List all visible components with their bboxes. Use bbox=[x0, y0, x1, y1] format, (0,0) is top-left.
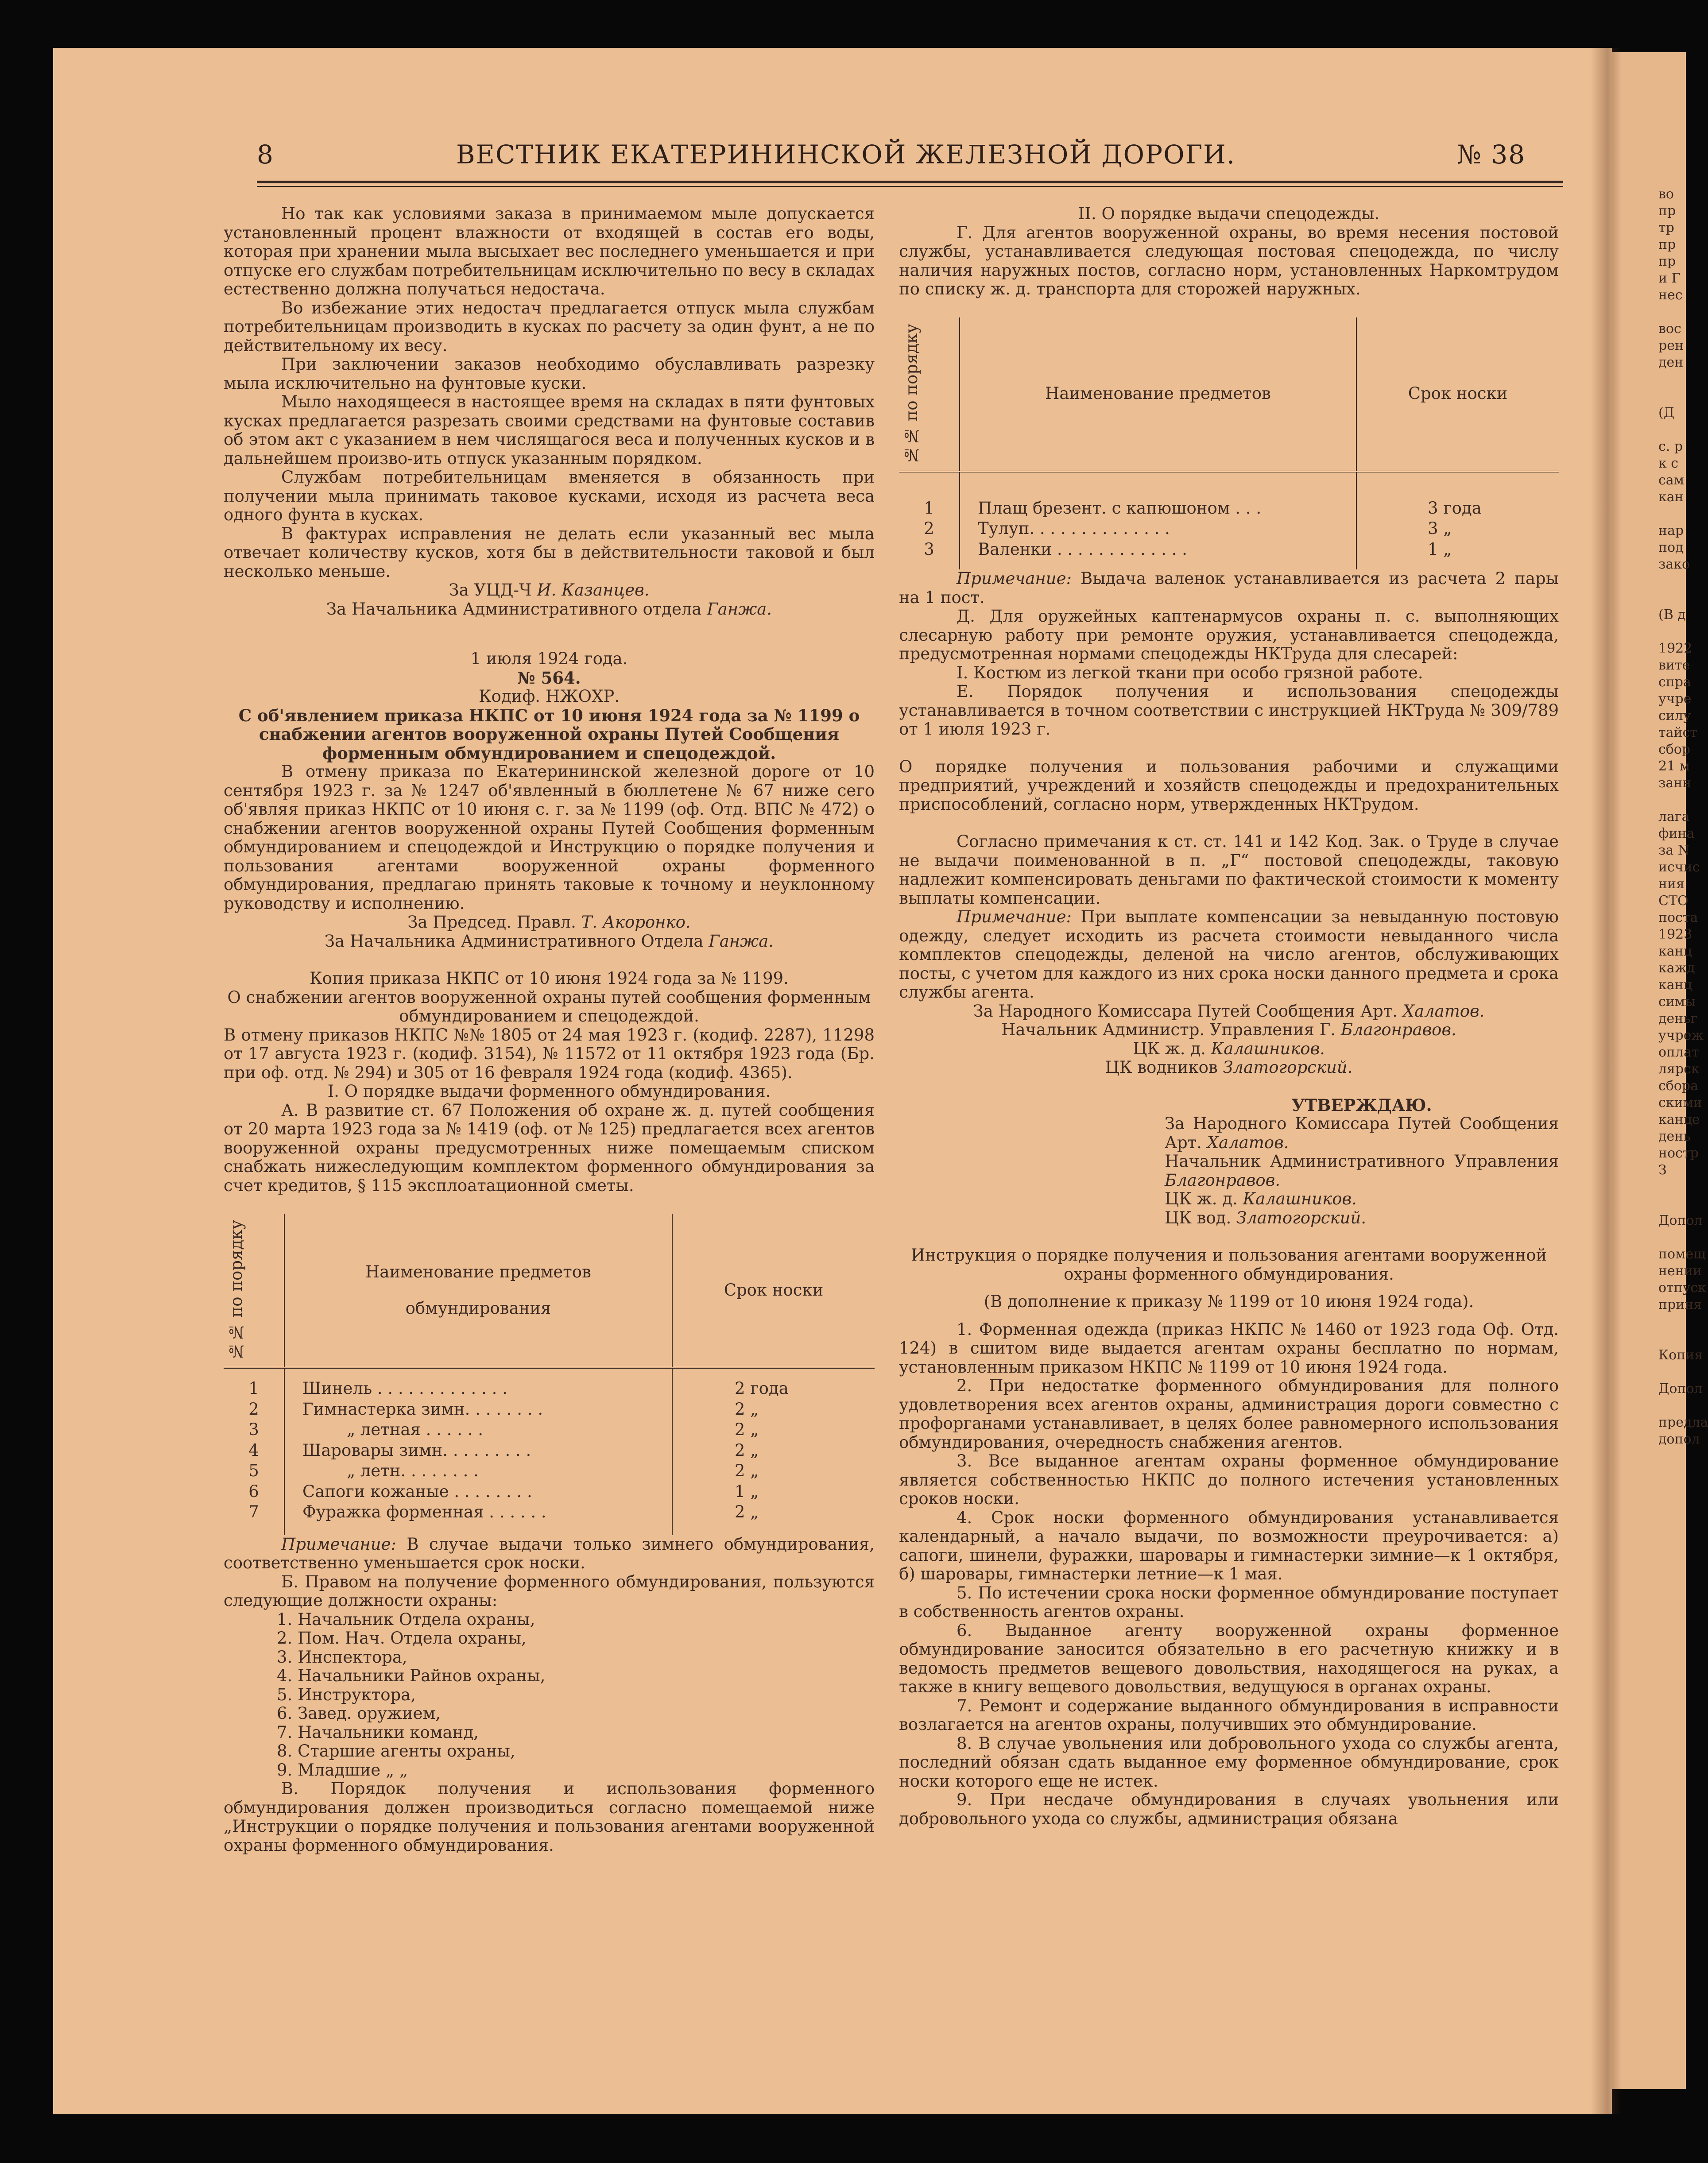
paragraph: Во избежание этих недостач предлагается отпуск мыла службам потребительницам производить в кусках по расчету за один фунт, а не по действительному их весу. bbox=[224, 298, 875, 355]
instruction-item: 2. При недостатке форменного обмундирования для полного удовлетворения всех агентов охраны, администрация дороги совместно с профорганами устанавливает, в целях более равномерного использования обмундирования, очередность снабжения агентов. bbox=[899, 1376, 1559, 1452]
strip-line: 1923 bbox=[1658, 927, 1693, 942]
copy-title: Копия приказа НКПС от 10 июня 1924 года за № 1199. bbox=[310, 969, 789, 988]
list-item: 7. Начальники команд, bbox=[277, 1722, 479, 1742]
column-header: №№ по порядку bbox=[227, 1220, 246, 1361]
strip-line: фина bbox=[1658, 826, 1695, 841]
strip-line bbox=[1658, 1330, 1708, 1347]
table-row: 3 Валенки . . . . . . . . . . . . . 1 „ bbox=[899, 539, 1559, 570]
signature: За Председ. Правл. Т. Акоронко. bbox=[407, 913, 691, 932]
table-row: 1 Шинель . . . . . . . . . . . . . 2 года bbox=[224, 1368, 875, 1399]
strip-line: предла bbox=[1658, 1415, 1708, 1430]
list-item: 9. Младшие „ „ bbox=[277, 1760, 408, 1780]
strip-line: с. р bbox=[1658, 439, 1683, 454]
column-header: №№ по порядку bbox=[902, 323, 921, 464]
strip-line: симы bbox=[1658, 994, 1696, 1010]
strip-line: учре bbox=[1658, 691, 1692, 707]
strip-line: вите bbox=[1658, 658, 1690, 673]
list-item: 5. Инструктора, bbox=[277, 1685, 416, 1704]
table-row: 5 „ летн. . . . . . . . 2 „ bbox=[224, 1461, 875, 1482]
table-row: 3 „ летная . . . . . . 2 „ bbox=[224, 1420, 875, 1440]
ordinance-heading: О порядке получения и пользования рабочими и служащими предприятий, учреждений и хозяйств спецодежды и предохранительных приспособлений, согласно норм, утвержденных НКТрудом. bbox=[899, 757, 1559, 814]
column-header: Наименование предметов bbox=[960, 317, 1356, 472]
strip-line bbox=[1658, 371, 1708, 388]
right-column bbox=[899, 205, 1559, 1828]
note: Примечание: При выплате компенсации за невыданную постовую одежду, следует исходить из расчета стоимости невыданного числа комплектов спецодежды, деленой на число агентов, обслуживающих посты, с учетом для каждого из них срока носки данного предмета и срока службы агента. bbox=[899, 907, 1559, 1002]
strip-line: за N bbox=[1658, 843, 1690, 858]
section-heading: II. О порядке выдачи спецодежды. bbox=[1078, 204, 1380, 223]
paragraph: В отмену приказов НКПС №№ 1805 от 24 мая 1923 г. (кодиф. 2287), 11298 от 17 августа 1923 г. (кодиф. 3154), № 11572 от 11 октября 1923 года (Бр. при оф. отд. № 294) и 305 от 16 февраля 1924 года (кодиф. 4365). bbox=[224, 1025, 875, 1082]
strip-line: к с bbox=[1658, 456, 1679, 471]
strip-line: пр bbox=[1658, 254, 1676, 269]
strip-line: лярск bbox=[1658, 1061, 1700, 1077]
list-item: 8. Старшие агенты охраны, bbox=[277, 1741, 515, 1761]
strip-line: 21 м bbox=[1658, 758, 1690, 774]
strip-line: пр bbox=[1658, 203, 1676, 219]
strip-line bbox=[1658, 1229, 1708, 1246]
strip-line: рен bbox=[1658, 338, 1684, 353]
page-number: 8 bbox=[257, 139, 274, 170]
strip-line: ден bbox=[1658, 355, 1684, 370]
strip-line: кан bbox=[1658, 489, 1684, 505]
strip-line: (В д bbox=[1658, 607, 1686, 623]
paragraph: А. В развитие ст. 67 Положения об охране ж. д. путей сообщения от 20 марта 1923 года за № 1419 (оф. от № 125) предлагается всех агентов вооруженной охраны предусмотренных ниже помещаемым списком снабжать нижеследующим комплектом форменного обмундирования за счет кредитов, § 115 эксплоатационной сметы. bbox=[224, 1100, 875, 1195]
instruction-item: 7. Ремонт и содержание выданного обмундирования в исправности возлагается на агентов охраны, получивших это обмундирование. bbox=[899, 1696, 1559, 1734]
column-header: Срок носки bbox=[1356, 317, 1559, 472]
strip-line: отпуск bbox=[1658, 1280, 1706, 1296]
instruction-item: 9. При несдаче обмундирования в случаях увольнения или добровольного ухода со службы, администрация обязана bbox=[899, 1790, 1559, 1828]
strip-line: деньг bbox=[1658, 1011, 1698, 1026]
strip-line: нении bbox=[1658, 1263, 1702, 1279]
next-page-strip bbox=[1658, 186, 1708, 1448]
note: Примечание: В случае выдачи только зимнего обмундирования, соответственно уменьшается срок носки. bbox=[224, 1534, 875, 1573]
signature: Начальник Администр. Управления Г. Благонравов. bbox=[1001, 1020, 1456, 1040]
signature: За Народного Комиссара Путей Сообщения Арт. Халатов. bbox=[973, 1001, 1485, 1021]
strip-line: вос bbox=[1658, 321, 1681, 337]
strip-line bbox=[1658, 388, 1708, 405]
note: Примечание: Выдача валенок устанавливается из расчета 2 пары на 1 пост. bbox=[899, 569, 1559, 607]
page-fold bbox=[1591, 48, 1622, 2114]
paragraph: Согласно примечания к ст. ст. 141 и 142 Код. Зак. о Труде в случае не выдачи поименованной в п. „Г“ постовой спецодежды, таковую надлежит компенсировать деньгами по фактической стоимости к моменту выплаты компенсации. bbox=[899, 832, 1559, 908]
table-row: 7 Фуражка форменная . . . . . . 2 „ bbox=[224, 1502, 875, 1535]
strip-line bbox=[1658, 506, 1708, 522]
strip-line: оплат bbox=[1658, 1045, 1699, 1060]
strip-line: кажд bbox=[1658, 960, 1695, 976]
list-item: 1. Начальник Отдела охраны, bbox=[277, 1610, 535, 1629]
paragraph: Г. Для агентов вооруженной охраны, во время несения постовой службы, устанавливается следующая постовая спецодежда, по числу наличия наружных постов, согласно норм, установленных Наркомтрудом по списку ж. д. транспорта для сторожей наружных. bbox=[899, 223, 1559, 298]
approval-heading: УТВЕРЖДАЮ. bbox=[1291, 1095, 1432, 1115]
paragraph: При заключении заказов необходимо обуславливать разрезку мыла исключительно на фунтовые куски. bbox=[224, 355, 875, 393]
strip-line: Допол bbox=[1658, 1381, 1703, 1397]
paragraph: Д. Для оружейных каптенармусов охраны п. с. выполняющих слесарную работу при ремонте оружия, устанавливается спецодежда, предусмотренная нормами спецодежды НКТруда для слесарей: bbox=[899, 607, 1559, 664]
strip-line: исчис bbox=[1658, 859, 1700, 875]
paragraph: В. Порядок получения и использования форменного обмундирования должен производиться согласно помещаемой ниже „Инструкции о порядке получения и пользования агентами вооруженной охраны форменного обмундирования. bbox=[224, 1779, 875, 1855]
strip-line: Копия bbox=[1658, 1347, 1703, 1363]
strip-line bbox=[1658, 590, 1708, 607]
strip-line: сбора bbox=[1658, 1078, 1699, 1094]
strip-line: ния bbox=[1658, 876, 1685, 892]
header-rule bbox=[257, 181, 1563, 183]
strip-line: приня bbox=[1658, 1297, 1702, 1312]
signature: ЦК водников Златогорский. bbox=[1105, 1058, 1353, 1077]
table-row: 2 Гимнастерка зимн. . . . . . . . 2 „ bbox=[224, 1399, 875, 1420]
newspaper-title: ВЕСТНИК ЕКАТЕРИНИНСКОЙ ЖЕЛЕЗНОЙ ДОРОГИ. bbox=[456, 139, 1236, 170]
column-header: Наименование предметов bbox=[365, 1262, 591, 1281]
strip-line bbox=[1658, 792, 1708, 809]
codification: Кодиф. НЖОХР. bbox=[478, 687, 620, 706]
left-column bbox=[224, 205, 875, 1855]
strip-line: канце bbox=[1658, 1112, 1700, 1127]
strip-line: помещ bbox=[1658, 1246, 1706, 1262]
order-title: С об'явлением приказа НКПС от 10 июня 1924 года за № 1199 о снабжении агентов вооруженной охраны Путей Сообщения форменным обмундированием и спецодеждой. bbox=[238, 705, 860, 763]
strip-line bbox=[1658, 623, 1708, 640]
section-heading: I. О порядке выдачи форменного обмундирования. bbox=[327, 1082, 771, 1101]
order-number: № 564. bbox=[517, 668, 581, 688]
strip-line: 1922 bbox=[1658, 641, 1693, 656]
table-row: 6 Сапоги кожаные . . . . . . . . 1 „ bbox=[224, 1482, 875, 1502]
instruction-item: 4. Срок носки форменного обмундирования устанавливается календарный, а начало выдачи, по возможности преурочивается: а) сапоги, шинели, фуражки, шаровары и гимнастерки зимние—к 1 октября, б) шаровары, гимнастерки летние—к 1 мая. bbox=[899, 1508, 1559, 1584]
strip-line: спра bbox=[1658, 674, 1691, 690]
strip-line: СТО bbox=[1658, 893, 1689, 909]
strip-line bbox=[1658, 1196, 1708, 1212]
instruction-title: Инструкция о порядке получения и пользования агентами вооруженной охраны форменного обмундирования. bbox=[910, 1246, 1547, 1284]
strip-line: тайст bbox=[1658, 725, 1697, 740]
strip-line: канц bbox=[1658, 977, 1692, 993]
signature: ЦК ж. д. Калашников. bbox=[1133, 1039, 1325, 1058]
signature: За Начальника Административного Отдела Ганжа. bbox=[324, 931, 774, 951]
list-item: 3. Инспектора, bbox=[277, 1647, 407, 1667]
order-date: 1 июля 1924 года. bbox=[470, 649, 628, 668]
strip-line: занн bbox=[1658, 775, 1692, 791]
strip-line: нес bbox=[1658, 287, 1683, 303]
strip-line: поста bbox=[1658, 910, 1698, 925]
strip-line bbox=[1658, 1364, 1708, 1381]
strip-line bbox=[1658, 304, 1708, 321]
strip-line: день bbox=[1658, 1129, 1691, 1144]
list-item: 4. Начальники Райнов охраны, bbox=[277, 1666, 546, 1686]
approval-block: За Народного Комиссара Путей Сообщения Арт. Халатов. Начальник Административного Управления Благонравов. ЦК ж. д. Калашников. ЦК вод. Златогорский. bbox=[1165, 1114, 1559, 1227]
list-item: 6. Завед. оружием, bbox=[277, 1704, 441, 1723]
instruction-item: 8. В случае увольнения или добровольного ухода со службы агента, последний обязан сдать выданное ему форменное обмундирование, срок носки которого еще не истек. bbox=[899, 1733, 1559, 1791]
strip-line bbox=[1658, 1397, 1708, 1414]
paragraph: Е. Порядок получения и использования спецодежды устанавливается в точном соответствии с инструкцией НКТруда № 309/789 от 1 июля 1923 г. bbox=[899, 682, 1559, 739]
instruction-item: 1. Форменная одежда (приказ НКПС № 1460 от 1923 года Оф. Отд. 124) в сшитом виде выдается агентам охраны бесплатно по нормам, установленным приказом НКПС № 1199 от 10 июня 1924 года. bbox=[899, 1319, 1559, 1377]
strip-line: зако bbox=[1658, 557, 1690, 572]
table-row: 4 Шаровары зимн. . . . . . . . . 2 „ bbox=[224, 1440, 875, 1461]
table-row: 1 Плащ брезент. с капюшоном . . . 3 года bbox=[899, 472, 1559, 519]
issue-number: № 38 bbox=[1457, 139, 1526, 170]
paragraph: В фактурах исправления не делать если указанный вес мыла отвечает количеству кусков, хотя бы в действительности таковой и был несколько меньше. bbox=[224, 524, 875, 581]
signature: За УЦД-Ч И. Казанцев. bbox=[449, 580, 650, 600]
strip-line: Допол bbox=[1658, 1213, 1703, 1228]
instruction-item: 5. По истечении срока носки форменное обмундирование поступает в собственность агентов охраны. bbox=[899, 1583, 1559, 1621]
strip-line bbox=[1658, 1179, 1708, 1196]
strip-line: силу bbox=[1658, 708, 1691, 724]
table-row: 2 Тулуп. . . . . . . . . . . . . . 3 „ bbox=[899, 519, 1559, 539]
paragraph: Б. Правом на получение форменного обмундирования, пользуются следующие должности охраны: bbox=[224, 1572, 875, 1610]
strip-line: учреж bbox=[1658, 1028, 1704, 1043]
header-rule-thin bbox=[257, 186, 1563, 187]
strip-line: сбор bbox=[1658, 742, 1691, 757]
instruction-item: 6. Выданное агенту вооруженной охраны форменное обмундирование заносится обязательно в его расчетную книжку и в ведомость предметов вещевого довольствия, находящегося на руках, а также в книгу вещевого довольствия, ведущуюся в органах охраны. bbox=[899, 1621, 1559, 1697]
paragraph: I. Костюм из легкой ткани при особо грязной работе. bbox=[957, 663, 1423, 682]
strip-line bbox=[1658, 573, 1708, 590]
strip-line: во bbox=[1658, 186, 1674, 202]
instruction-subtitle: (В дополнение к приказу № 1199 от 10 июня 1924 года). bbox=[984, 1292, 1474, 1312]
strip-line: нар bbox=[1658, 523, 1684, 538]
special-clothing-table bbox=[899, 317, 1559, 570]
strip-line: допол bbox=[1658, 1432, 1700, 1447]
strip-line: З bbox=[1658, 1162, 1667, 1178]
paragraph: В отмену приказа по Екатерининской железной дороге от 10 сентября 1923 г. за № 1247 об'явленный в бюллетене № 67 ниже сего об'являя приказ НКПС от 10 июня с. г. за № 1199 (оф. Отд. ВПС № 472) о снабжении агентов вооруженной охраны Путей Сообщения форменным обмундированием и спецодеждой и Инструкцию о порядке получения и пользования агентами вооруженной охраны форменного обмундирования, предлагаю принять таковые к точному и неуклонному руководству и исполнению. bbox=[224, 762, 875, 913]
instruction-item: 3. Все выданное агентам охраны форменное обмундирование является собственностью НКПС до полного истечения установленных сроков носки. bbox=[899, 1451, 1559, 1509]
strip-line bbox=[1658, 1313, 1708, 1330]
strip-line: пр bbox=[1658, 237, 1676, 252]
paragraph: Мыло находящееся в настоящее время на складах в пяти фунтовых кусках предлагается разрезать своими средствами на фунтовые составив об этом акт с указанием в нем числящагося веса и полученных кусков и в дальнейшем произво-ить отпуск указанным порядком. bbox=[224, 392, 875, 468]
column-header: обмундирования bbox=[405, 1299, 551, 1318]
strip-line: ностр bbox=[1658, 1145, 1699, 1161]
paragraph: Службам потребительницам вменяется в обязанность при получении мыла принимать таковое кусками, исходя из расчета веса одного фунта в кусках. bbox=[224, 468, 875, 524]
strip-line: сам bbox=[1658, 472, 1685, 488]
strip-line: скими bbox=[1658, 1095, 1702, 1111]
signature: За Начальника Административного отдела Ганжа. bbox=[326, 599, 772, 619]
strip-line: и Г bbox=[1658, 271, 1681, 286]
strip-line: канц bbox=[1658, 944, 1692, 959]
strip-line: под bbox=[1658, 540, 1684, 555]
uniform-table bbox=[224, 1214, 875, 1535]
positions-list bbox=[224, 1610, 875, 1780]
list-item: 2. Пом. Нач. Отдела охраны, bbox=[277, 1629, 527, 1648]
strip-line: (Д bbox=[1658, 405, 1675, 421]
copy-subtitle: О снабжении агентов вооруженной охраны путей сообщения форменным обмундированием и спецодеждой. bbox=[227, 987, 871, 1025]
paragraph: Но так как условиями заказа в принимаемом мыле допускается установленный процент влажности от входящей в состав его воды, которая при хранении мыла высыхает вес последнего уменьшается и при отпуске его службам потребительницам исключительно по весу в складах естественно должна получаться недостача. bbox=[224, 204, 875, 298]
strip-line: лага bbox=[1658, 809, 1690, 824]
page-header bbox=[248, 139, 1572, 184]
column-header: Срок носки bbox=[672, 1214, 875, 1368]
strip-line bbox=[1658, 422, 1708, 438]
strip-line: тр bbox=[1658, 220, 1674, 236]
